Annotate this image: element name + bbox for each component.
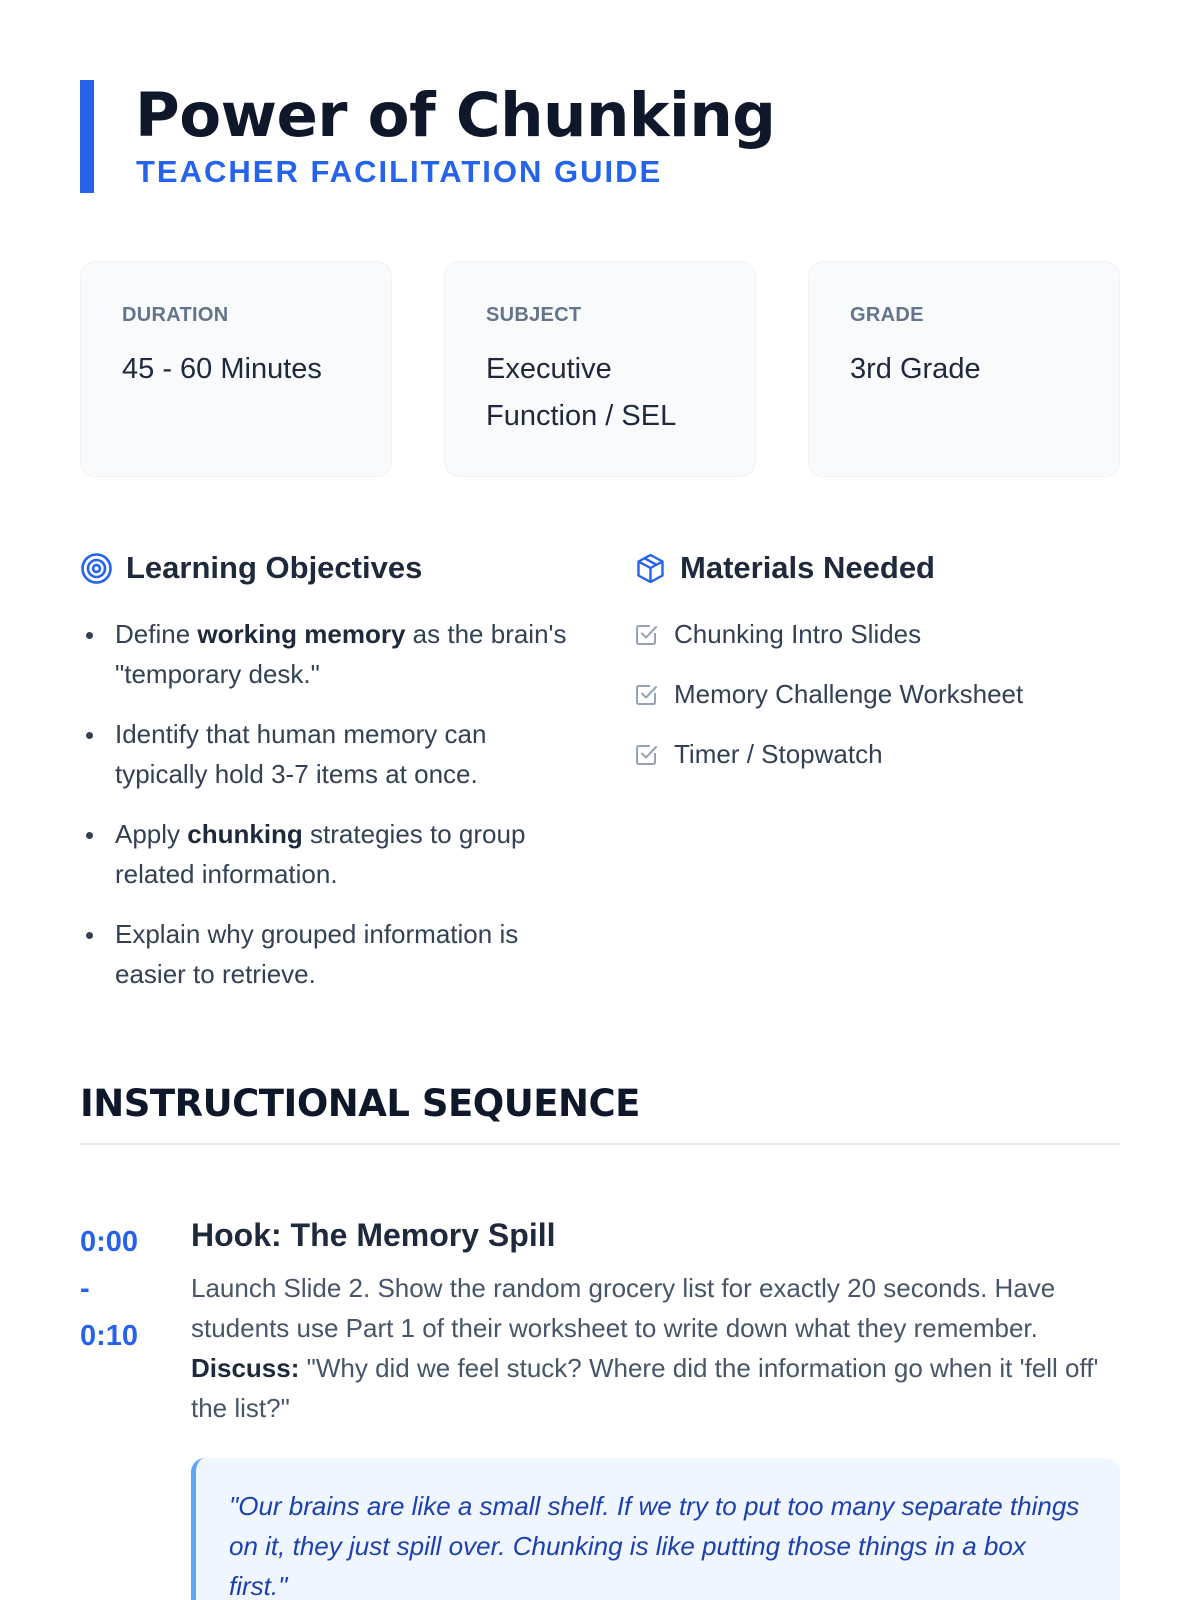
list-item: Timer / Stopwatch <box>634 734 1120 774</box>
list-item: Memory Challenge Worksheet <box>634 674 1120 714</box>
sequence-heading: INSTRUCTIONAL SEQUENCE <box>80 1082 640 1125</box>
card-label: GRADE <box>850 304 924 326</box>
learning-objectives-section <box>80 546 580 1014</box>
materials-title: Materials Needed <box>680 550 935 585</box>
grade-card <box>808 261 1120 477</box>
check-square-icon <box>634 742 659 767</box>
card-value: 45 - 60 Minutes <box>122 353 322 385</box>
info-cards <box>80 261 1120 477</box>
divider <box>80 1143 1120 1145</box>
objectives-list <box>80 614 580 994</box>
page-title: Power of Chunking <box>135 80 776 151</box>
header-accent-bar <box>80 80 94 193</box>
step-title: Hook: The Memory Spill <box>191 1217 556 1253</box>
list-item: Define working memory as the brain's "temporary desk." <box>80 614 580 694</box>
list-item: Chunking Intro Slides <box>634 614 1120 654</box>
box-icon <box>634 552 667 585</box>
list-item: Apply chunking strategies to group related information. <box>80 814 580 894</box>
step-time: 0:00 - 0:10 <box>80 1226 139 1352</box>
card-label: DURATION <box>122 304 229 326</box>
target-icon <box>80 552 113 585</box>
step-body <box>191 1212 1120 1600</box>
materials-section <box>634 546 1120 794</box>
card-label: SUBJECT <box>486 304 582 326</box>
page-subtitle: TEACHER FACILITATION GUIDE <box>136 154 663 189</box>
check-square-icon <box>634 622 659 647</box>
page-header <box>80 80 1120 193</box>
teacher-script-quote <box>191 1458 1120 1600</box>
objectives-heading <box>80 546 580 590</box>
card-value: 3rd Grade <box>850 353 981 385</box>
step-description: Launch Slide 2. Show the random grocery list for exactly 20 seconds. Have students use Part 1 of their worksheet to write down what they remember. Discuss: "Why did we feel stuck? Where did the information go when it 'fell off' the list?" <box>191 1273 1099 1423</box>
objectives-title: Learning Objectives <box>126 550 423 585</box>
card-value: Executive Function / SEL <box>486 353 677 432</box>
list-item: Identify that human memory can typically hold 3-7 items at once. <box>80 714 580 794</box>
quote-text: "Our brains are like a small shelf. If we try to put too many separate things on it, they just spill over. Chunking is like putting those things in a box first." <box>229 1491 1080 1600</box>
subject-card <box>444 261 756 477</box>
materials-heading <box>634 546 1120 590</box>
materials-list <box>634 614 1120 774</box>
list-item: Explain why grouped information is easier to retrieve. <box>80 914 580 994</box>
check-square-icon <box>634 682 659 707</box>
duration-card <box>80 261 392 477</box>
